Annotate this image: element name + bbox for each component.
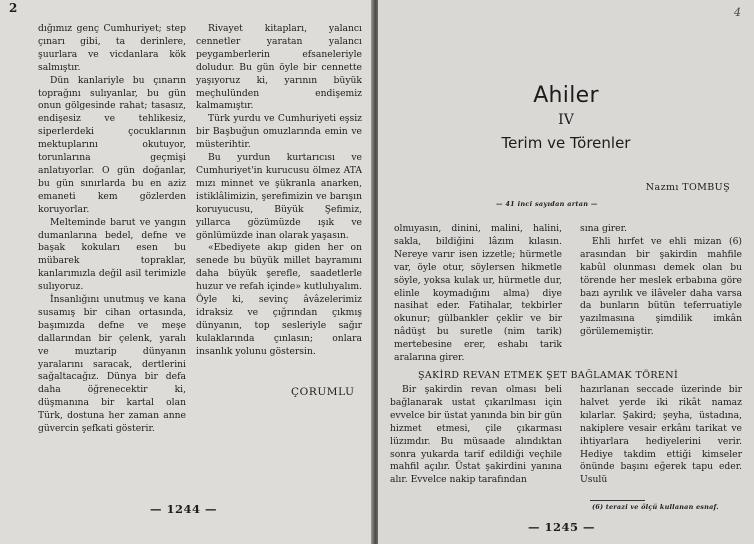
- paragraph: İnsanlığını unutmuş ve kana susamış bir cihan ortasında, başımızda defne ve meşe dallarından bir çelenk, yaralı ve muztarip dünyanın yaralarını saracak, dertlerini sağaltacağız. Dünya bir defa daha öğrenecektir ki, düşmanına bir kartal olan Türk, dostuna her zaman anne güvercin şefkati gösterir.: [38, 294, 186, 435]
- left-column-1: [38, 23, 186, 436]
- footnote-rule: [590, 500, 645, 501]
- paragraph: Ehli hırfet ve ehli mizan (6) arasından bir şakirdin mahfile kabûl olunması demek olan bu törende her meslek erbabına göre bazı ayrılık ve ilâveler daha varsa da bunların bütün teferruatiyle yazılmasına şimdilik imkân görülememiştir.: [580, 235, 742, 338]
- paragraph: Türk yurdu ve Cumhuriyeti eşsiz bir Başbuğun omuzlarında emin ve müsterihtir.: [196, 113, 362, 151]
- paragraph: sına girer.: [580, 223, 627, 234]
- right-column-1-top: [394, 223, 562, 365]
- paragraph: Rivayet kitapları, yalancı cennetler yaratan yalancı peygamberlerin efsaneleriyle doludur. Bu gün öyle bir cennette yaşıyoruz ki, yarının büyük meçhulünden endişemiz kalmamıştır.: [196, 23, 362, 112]
- paragraph: Dün kanlariyle bu çınarın toprağını sulıyanlar, bu gün onun gölgesinde rahat; tasasız, endişesiz ve tehlikesiz, siperlerdeki çocuklarının mektuplarını okutuyor, torunlarına geçmişi anlatıyorlar. O gün doğanlar, bu gün sınırlarda bu en aziz emaneti kem gözlerden koruyorlar.: [38, 74, 186, 215]
- signature: ÇORUMLU: [291, 386, 355, 398]
- left-column-2: [196, 23, 362, 359]
- paragraph: olmıyasın, dinini, malini, halini, sakla, bildiğini lâzım kılasın. Nereye varır isen izzetle; hürmetle var, öyle otur, söylersen hikmetle söyle, yoksa kulak ur, hürmetle dur, elinle koymadığını alma) diye nasihat eder. Fatihalar, tekbirler okunur; gülbankler çeklir ve bir nâdüşt bu suretle (nim tarik) mertebesine erer, eshabı tarik aralarına girer.: [394, 223, 562, 364]
- paragraph: Bir şakirdin revan olması beli bağlanarak ustat çıkarılması için evvelce bir üstat yanında bin bir gün hizmet etmesi, çile çıkarması lüzımdır. Bu müsaade alındıktan sonra yukarda tarif edildiği veçhile mahfil açılır. Üstat şakirdini yanına alır. Evvelce nakip tarafından: [390, 384, 562, 486]
- article-subtitle: Terim ve Törenler: [501, 134, 631, 152]
- right-column-1-bottom: [390, 384, 562, 487]
- paragraph: Melteminde barut ve yangın dumanlarına bedel, defne ve başak kokuları esen bu mübarek topraklar, kanlarımızla değil asil terimizle sulıyoruz.: [38, 216, 186, 293]
- right-column-2-bottom: [580, 384, 742, 487]
- author-name: Nazmı TOMBUŞ: [645, 182, 730, 193]
- left-page: [0, 0, 373, 544]
- article-part-number: IV: [558, 112, 574, 128]
- footnote: (6) terazi ve ölçü kullanan esnaf.: [592, 503, 719, 511]
- continued-note: — 41 inci sayıdan artan —: [496, 200, 598, 208]
- article-title: Ahiler: [533, 83, 599, 108]
- page-folio: — 1245 —: [528, 520, 596, 534]
- paragraph: dığımız genç Cumhuriyet; step çınarı gibi, ta derinlere, şuurlara ve vicdanlara kök salmıştır.: [38, 23, 186, 73]
- page-folio: — 1244 —: [150, 502, 218, 516]
- right-page: [378, 0, 754, 544]
- paragraph: hazırlanan seccade üzerinde bir halvet yerde iki rikât namaz kılarlar. Şakird; şeyha, üstadına, nakiplere vesair erkânı tarikat ve ihtiyarlara hediyelerini verir. Hediye takdim ettiği kimseler önünde başını eğerek tapu eder. Usulü: [580, 384, 742, 486]
- margin-mark: 4: [734, 6, 741, 19]
- paragraph: Bu yurdun kurtarıcısı ve Cumhuriyet'in kurucusu ölmez ATA mızı minnet ve şükranla anarken, istiklâlimizin, şerefimizin ve barışın koruyucusu, Büyük Şefimiz, yıllarca gözümüzde ışık ve gönlümüzde inan olarak yaşasın.: [196, 152, 362, 241]
- paragraph: «Ebediyete akıp giden her on senede bu büyük millet bayramını daha büyük şerefle, saadetlerle huzur ve refah içinde» kutlulıyalım. Öyle ki, sevinç âvâzelerimiz idraksiz ve çığrından çıkmış dünyanın, top sesleriyle sağır kulaklarında çınlasın; onlara insanlık yolunu göstersin.: [196, 242, 362, 357]
- right-column-2-top: [580, 223, 742, 339]
- section-heading: ŞAKİRD REVAN ETMEK ŞET BAĞLAMAK TÖRENİ: [418, 370, 679, 381]
- page-number-top: 2: [9, 1, 18, 15]
